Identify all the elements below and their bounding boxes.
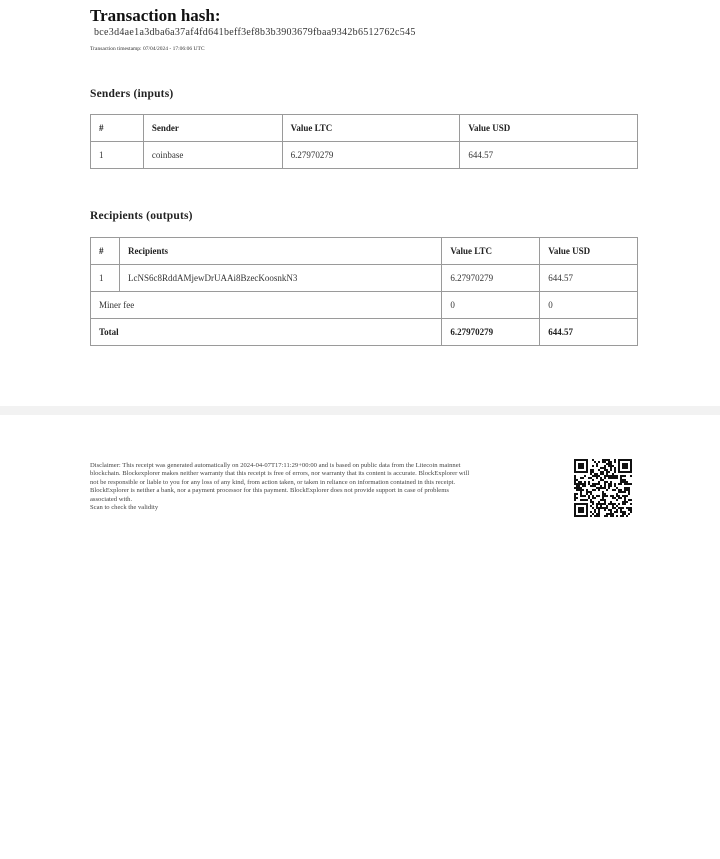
recipients-title: Recipients (outputs): [90, 210, 193, 222]
total-ltc: 6.27970279: [442, 319, 540, 346]
column-header-value-ltc: Value LTC: [282, 115, 460, 142]
recipients-table: [90, 237, 638, 346]
total-row: [91, 319, 638, 346]
column-header-recipients: Recipients: [119, 238, 441, 265]
column-header-sender: Sender: [143, 115, 282, 142]
value-ltc: 6.27970279: [282, 142, 460, 169]
value-usd: 644.57: [460, 142, 638, 169]
miner-fee-row: [91, 292, 638, 319]
value-ltc: 6.27970279: [442, 265, 540, 292]
row-number: 1: [91, 265, 120, 292]
table-row: [91, 142, 638, 169]
row-number: 1: [91, 142, 144, 169]
value-usd: 644.57: [540, 265, 638, 292]
column-header-number: #: [91, 115, 144, 142]
qr-code[interactable]: [574, 459, 632, 517]
footer-divider: [0, 406, 720, 415]
miner-fee-label: Miner fee: [91, 292, 442, 319]
table-header-row: [91, 238, 638, 265]
table-header-row: [91, 115, 638, 142]
recipient-address: LcNS6c8RddAMjewDrUAAi8BzecKoosnkN3: [119, 265, 441, 292]
column-header-value-ltc: Value LTC: [442, 238, 540, 265]
table-row: [91, 265, 638, 292]
total-label: Total: [91, 319, 442, 346]
scan-instruction: Scan to check the validity: [90, 504, 159, 512]
sender-name: coinbase: [143, 142, 282, 169]
senders-title: Senders (inputs): [90, 88, 174, 100]
page-title: Transaction hash:: [90, 6, 221, 25]
disclaimer: [90, 462, 475, 512]
column-header-number: #: [91, 238, 120, 265]
transaction-timestamp: Transaction timestamp: 07/04/2024 - 17:06:06 UTC: [90, 46, 205, 52]
senders-table: [90, 114, 638, 169]
transaction-hash: bce3d4ae1a3dba6a37af4fd641beff3ef8b3b3903679fbaa9342b6512762c545: [94, 27, 416, 38]
disclaimer-text: Disclaimer: This receipt was generated automatically on 2024-04-07T17:11:29+00:00 and is based on public data from the Litecoin mainnet blockchain. Blockexplorer makes neither warranty that this receipt is free of errors, nor warranty that its content is accurate. BlockExplorer will not be responsible or liable to you for any loss of any kind, from action taken, or taken in reliance on information contained in this receipt. BlockExplorer is neither a bank, nor a payment processor for this payment. BlockExplorer does not provide support in case of problems associated with.: [90, 462, 470, 503]
column-header-value-usd: Value USD: [460, 115, 638, 142]
miner-fee-usd: 0: [540, 292, 638, 319]
miner-fee-ltc: 0: [442, 292, 540, 319]
total-usd: 644.57: [540, 319, 638, 346]
column-header-value-usd: Value USD: [540, 238, 638, 265]
